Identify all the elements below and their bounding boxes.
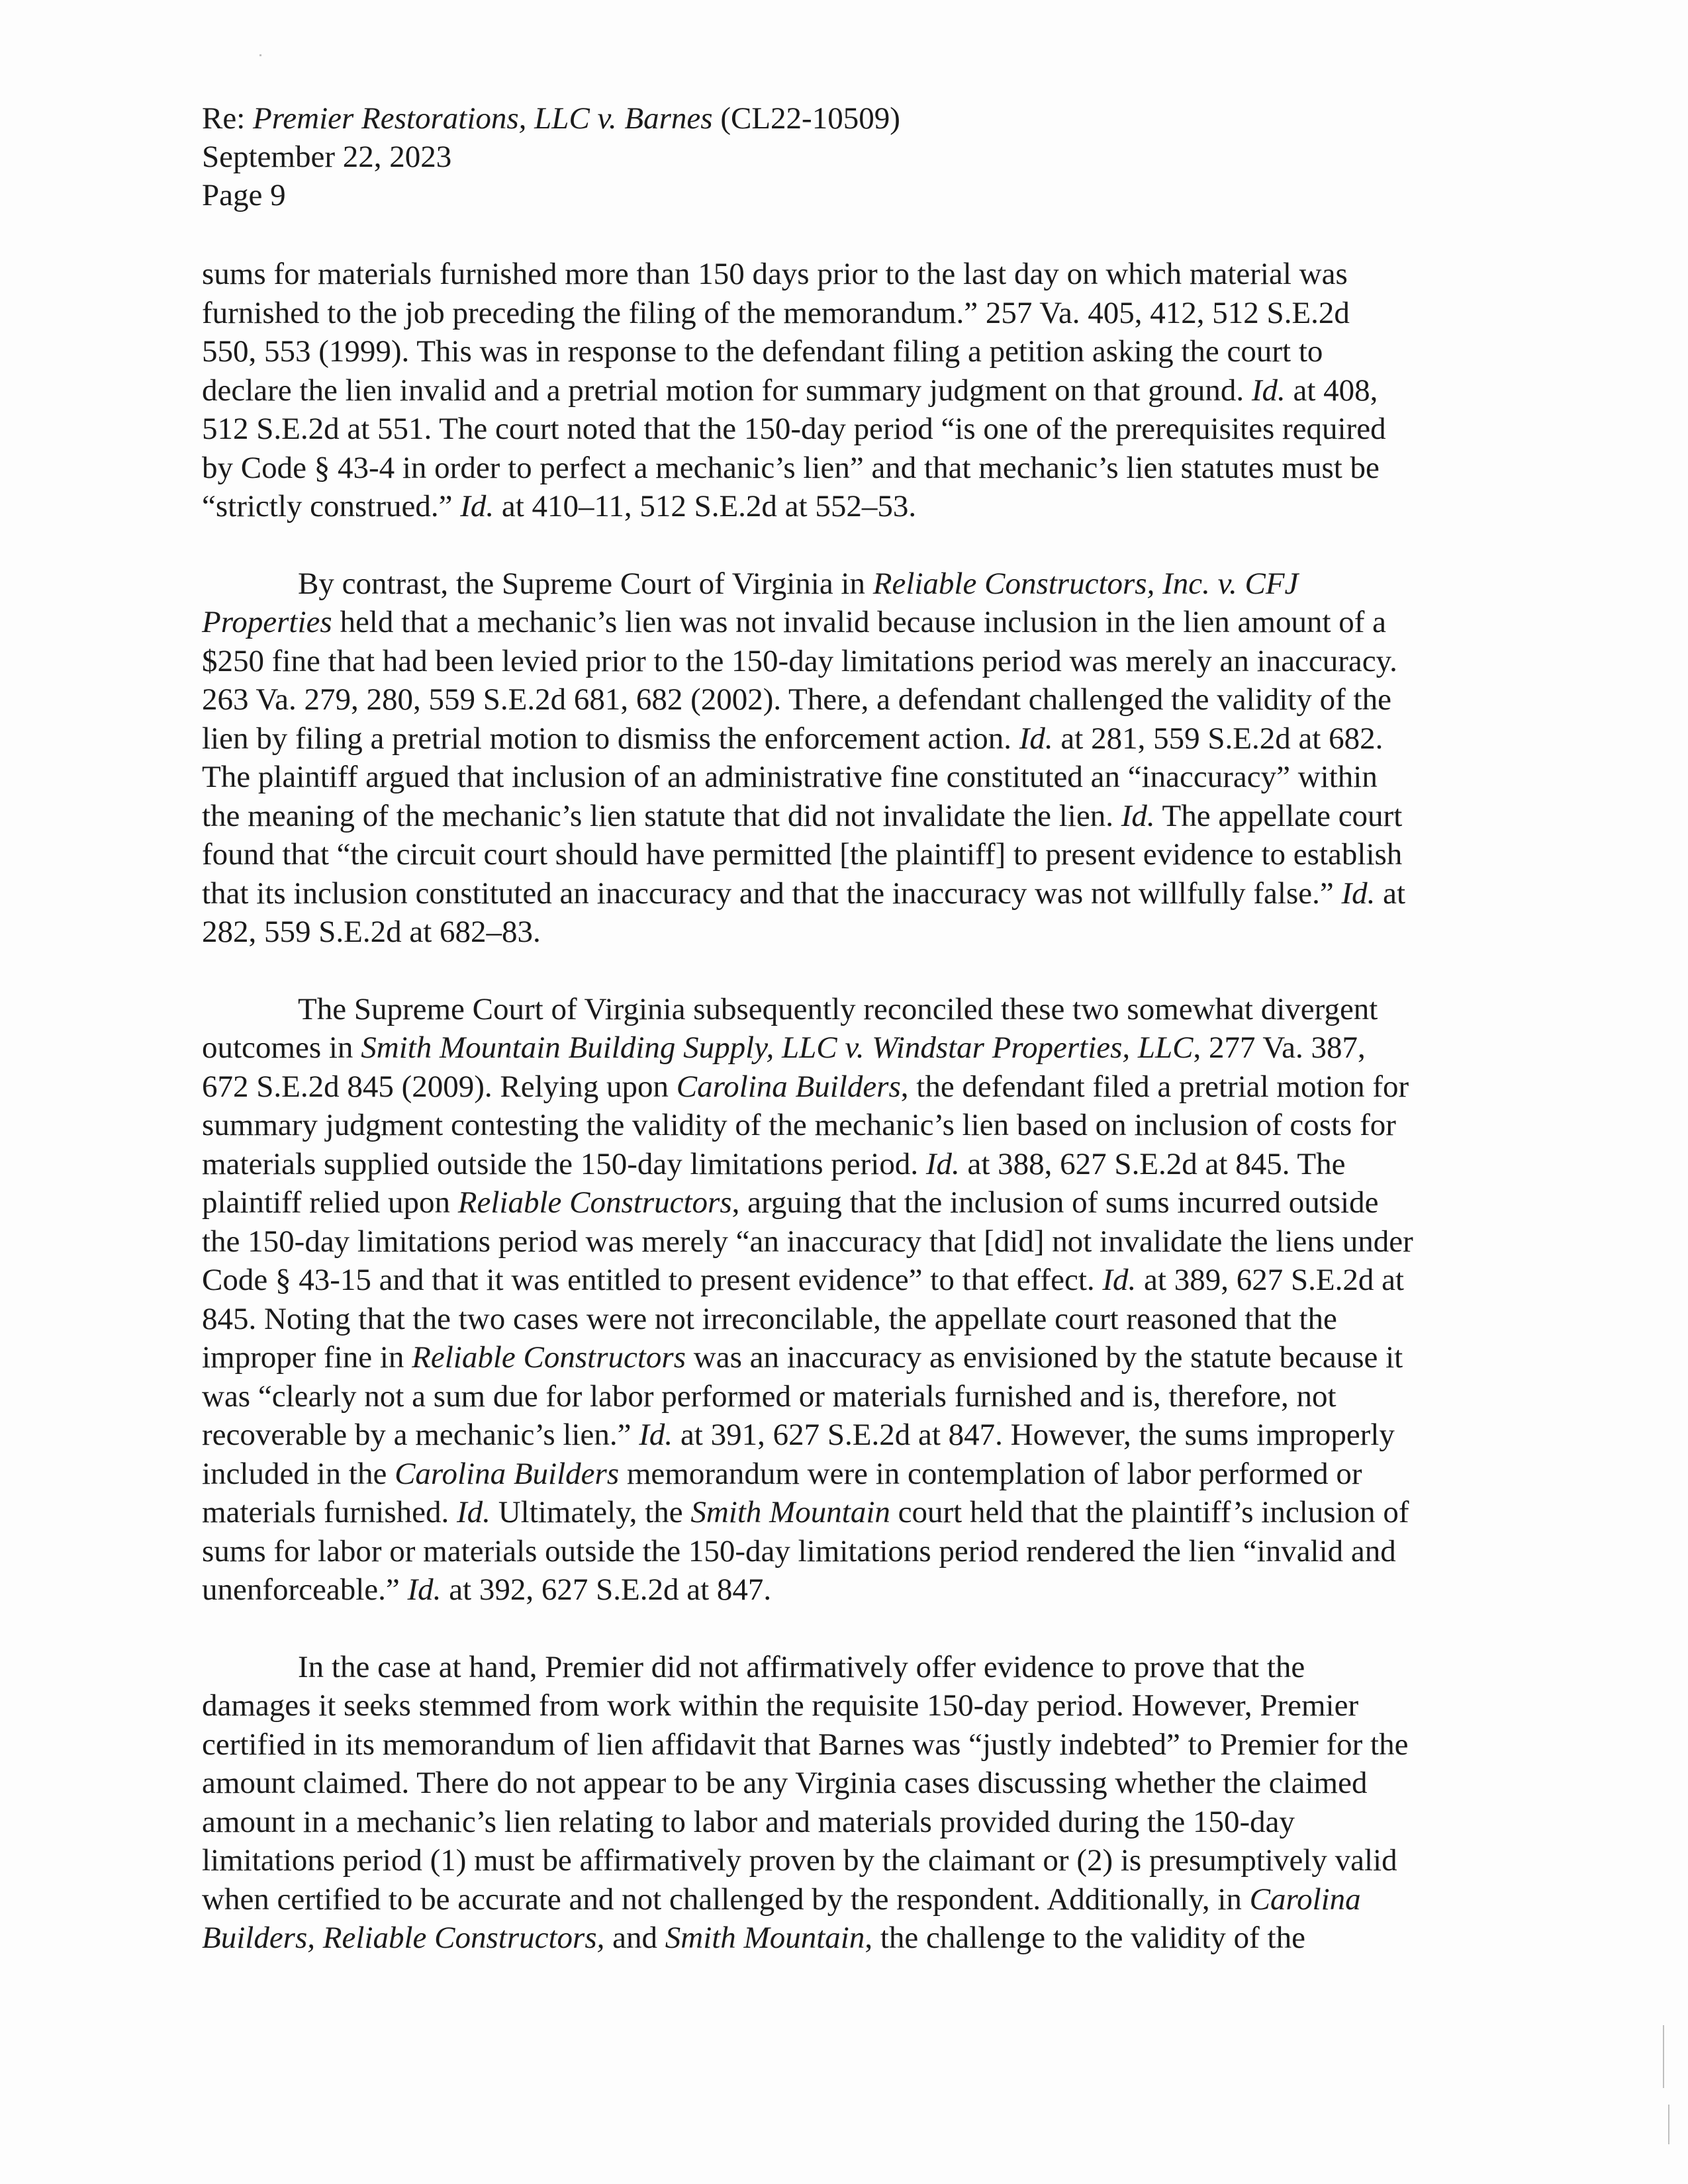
text-run: included in the bbox=[202, 1456, 395, 1491]
text-line bbox=[202, 1570, 1493, 1610]
text-run: The appellate court bbox=[1154, 798, 1403, 833]
text-run: 282, 559 S.E.2d at 682–83. bbox=[202, 915, 541, 949]
italic-text: Id. bbox=[1102, 1263, 1137, 1297]
text-line bbox=[202, 797, 1493, 836]
text-run: By contrast, the Supreme Court of Virginia in bbox=[298, 566, 873, 601]
text-line bbox=[202, 990, 1493, 1029]
italic-text: Id. bbox=[639, 1418, 673, 1452]
text-run: , arguing that the inclusion of sums incurred outside bbox=[731, 1185, 1379, 1220]
text-run: declare the lien invalid and a pretrial motion for summary judgment on that ground. bbox=[202, 373, 1252, 408]
text-line bbox=[202, 1338, 1493, 1377]
text-run: at 389, 627 S.E.2d at bbox=[1136, 1263, 1404, 1297]
text-run: at 410–11, 512 S.E.2d at 552–53. bbox=[494, 489, 917, 523]
text-run: materials furnished. bbox=[202, 1495, 457, 1529]
italic-text: Id. bbox=[460, 489, 494, 523]
text-run: outcomes in bbox=[202, 1030, 361, 1065]
italic-text: Smith Mountain Building Supply, LLC v. Windstar Properties, LLC bbox=[361, 1030, 1194, 1065]
document-body bbox=[202, 255, 1493, 1996]
text-line bbox=[202, 1300, 1493, 1339]
text-run: was an inaccuracy as envisioned by the statute because it bbox=[686, 1340, 1403, 1375]
text-run: , the defendant filed a pretrial motion for bbox=[900, 1069, 1409, 1104]
text-line bbox=[202, 565, 1493, 604]
text-line bbox=[202, 1725, 1493, 1764]
text-run: lien by filing a pretrial motion to dismiss the enforcement action. bbox=[202, 721, 1019, 756]
text-run: found that “the circuit court should have permitted [the plaintiff] to present evidence to establish bbox=[202, 837, 1403, 872]
text-run: 550, 553 (1999). This was in response to the defendant filing a petition asking the court to bbox=[202, 334, 1323, 369]
italic-text: Smith Mountain bbox=[690, 1495, 890, 1529]
text-line bbox=[202, 1803, 1493, 1842]
text-run: when certified to be accurate and not challenged by the respondent. Additionally, in bbox=[202, 1882, 1250, 1917]
text-run: , the challenge to the validity of the bbox=[865, 1921, 1305, 1955]
text-run: furnished to the job preceding the filing of the memorandum.” 257 Va. 405, 412, 512 S.E.2d bbox=[202, 295, 1350, 330]
text-run: , 277 Va. 387, bbox=[1193, 1030, 1366, 1065]
text-run: amount claimed. There do not appear to be any Virginia cases discussing whether the claimed bbox=[202, 1766, 1368, 1800]
italic-text: Id. bbox=[407, 1572, 442, 1607]
text-run: amount in a mechanic’s lien relating to labor and materials provided during the 150-day bbox=[202, 1804, 1295, 1839]
text-line bbox=[202, 410, 1493, 449]
text-run: recoverable by a mechanic’s lien.” bbox=[202, 1418, 639, 1452]
scan-mark bbox=[1668, 2105, 1669, 2144]
text-line bbox=[202, 1183, 1493, 1222]
text-line bbox=[202, 1416, 1493, 1455]
text-line bbox=[202, 1261, 1493, 1300]
header-date: September 22, 2023 bbox=[202, 140, 452, 174]
text-line bbox=[202, 1764, 1493, 1803]
text-run: Ultimately, the bbox=[490, 1495, 691, 1529]
text-run: at 392, 627 S.E.2d at 847. bbox=[441, 1572, 772, 1607]
paragraph bbox=[202, 1648, 1493, 1958]
text-run: unenforceable.” bbox=[202, 1572, 408, 1607]
text-run: improper fine in bbox=[202, 1340, 412, 1375]
text-run: that its inclusion constituted an inaccuracy and that the inaccuracy was not willfully false.” bbox=[202, 876, 1342, 911]
text-run: The Supreme Court of Virginia subsequently reconciled these two somewhat divergent bbox=[298, 991, 1378, 1026]
text-line bbox=[202, 1880, 1493, 1919]
text-run: 263 Va. 279, 280, 559 S.E.2d 681, 682 (2002). There, a defendant challenged the validity of the bbox=[202, 682, 1391, 717]
italic-text: Reliable Constructors bbox=[457, 1185, 732, 1220]
text-line bbox=[202, 1377, 1493, 1416]
text-run: 672 S.E.2d 845 (2009). Relying upon bbox=[202, 1069, 677, 1104]
text-run: at 281, 559 S.E.2d at 682. bbox=[1053, 721, 1383, 756]
italic-text: Builders, Reliable Constructors, bbox=[202, 1921, 605, 1955]
italic-text: Id. bbox=[1341, 876, 1376, 911]
text-line bbox=[202, 1455, 1493, 1494]
header-page-number: Page 9 bbox=[202, 178, 286, 212]
italic-text: Id. bbox=[1019, 721, 1053, 756]
italic-text: Carolina Builders bbox=[676, 1069, 901, 1104]
italic-text: Id. bbox=[925, 1146, 960, 1181]
text-run: summary judgment contesting the validity of the mechanic’s lien based on inclusion of costs for bbox=[202, 1108, 1396, 1142]
text-line bbox=[202, 487, 1493, 526]
text-line bbox=[202, 1532, 1493, 1571]
italic-text: Id. bbox=[1251, 373, 1286, 408]
text-line bbox=[202, 1686, 1493, 1725]
text-line bbox=[202, 1068, 1493, 1107]
text-line bbox=[202, 332, 1493, 371]
text-run: certified in its memorandum of lien affidavit that Barnes was “justly indebted” to Premier for the bbox=[202, 1727, 1409, 1762]
text-run: the 150-day limitations period was merely “an inaccuracy that [did] not invalidate the liens under bbox=[202, 1224, 1413, 1259]
text-line bbox=[202, 1028, 1493, 1068]
text-run: and bbox=[604, 1921, 665, 1955]
italic-text: Reliable Constructors bbox=[412, 1340, 686, 1375]
text-run: sums for labor or materials outside the 150-day limitations period rendered the lien “invalid and bbox=[202, 1533, 1396, 1569]
text-line bbox=[202, 1106, 1493, 1145]
text-line bbox=[202, 1841, 1493, 1880]
text-line bbox=[202, 758, 1493, 797]
text-run: 512 S.E.2d at 551. The court noted that the 150-day period “is one of the prerequisites required bbox=[202, 412, 1386, 446]
text-run: by Code § 43-4 in order to perfect a mechanic’s lien” and that mechanic’s lien statutes must be bbox=[202, 450, 1380, 485]
text-run: Code § 43-15 and that it was entitled to present evidence” to that effect. bbox=[202, 1263, 1103, 1297]
text-line bbox=[202, 1493, 1493, 1532]
text-line bbox=[202, 294, 1493, 333]
text-run: $250 fine that had been levied prior to the 150-day limitations period was merely an inaccuracy. bbox=[202, 643, 1397, 678]
text-run: plaintiff relied upon bbox=[202, 1185, 458, 1220]
text-run: memorandum were in contemplation of labor performed or bbox=[619, 1456, 1362, 1491]
text-line bbox=[202, 913, 1493, 952]
re-prefix: Re: bbox=[202, 101, 254, 136]
text-run: The plaintiff argued that inclusion of an administrative fine constituted an “inaccuracy” within bbox=[202, 760, 1378, 794]
text-line bbox=[202, 835, 1493, 874]
text-line bbox=[202, 255, 1493, 294]
text-run: damages it seeks stemmed from work within the requisite 150-day period. However, Premier bbox=[202, 1688, 1359, 1723]
text-line bbox=[202, 1919, 1493, 1958]
italic-text: Carolina Builders bbox=[395, 1456, 620, 1491]
text-run: at bbox=[1375, 876, 1406, 911]
italic-text: Id. bbox=[1121, 798, 1155, 833]
italic-text: Smith Mountain bbox=[665, 1921, 865, 1955]
header-re-line bbox=[202, 99, 1526, 138]
text-run: the meaning of the mechanic’s lien statute that did not invalidate the lien. bbox=[202, 798, 1121, 833]
paragraph bbox=[202, 990, 1493, 1610]
text-run: court held that the plaintiff’s inclusion of bbox=[890, 1495, 1409, 1529]
italic-text: Reliable Constructors, Inc. v. CFJ bbox=[872, 566, 1299, 601]
text-line bbox=[202, 371, 1493, 410]
text-run: materials supplied outside the 150-day limitations period. bbox=[202, 1146, 926, 1181]
text-run: sums for materials furnished more than 150 days prior to the last day on which material was bbox=[202, 257, 1348, 291]
text-run: limitations period (1) must be affirmatively proven by the claimant or (2) is presumptively valid bbox=[202, 1843, 1397, 1878]
italic-text: Carolina bbox=[1249, 1882, 1361, 1917]
text-line bbox=[202, 680, 1493, 719]
text-line bbox=[202, 874, 1493, 913]
scan-mark bbox=[1663, 2025, 1664, 2088]
case-name: Premier Restorations, LLC v. Barnes bbox=[253, 101, 713, 136]
italic-text: Properties bbox=[202, 605, 332, 639]
text-line bbox=[202, 642, 1493, 681]
text-line bbox=[202, 1648, 1493, 1687]
text-run: was “clearly not a sum due for labor performed or materials furnished and is, therefore, not bbox=[202, 1379, 1336, 1414]
text-run: at 408, bbox=[1285, 373, 1378, 408]
text-line bbox=[202, 603, 1493, 642]
text-line bbox=[202, 1145, 1493, 1184]
text-line bbox=[202, 719, 1493, 758]
text-run: 845. Noting that the two cases were not irreconcilable, the appellate court reasoned that the bbox=[202, 1301, 1337, 1336]
scan-mark bbox=[259, 54, 261, 56]
text-line bbox=[202, 449, 1493, 488]
letter-header bbox=[202, 99, 1526, 214]
text-run: “strictly construed.” bbox=[202, 489, 461, 523]
paragraph bbox=[202, 255, 1493, 526]
text-run: held that a mechanic’s lien was not invalid because inclusion in the lien amount of a bbox=[332, 605, 1387, 639]
text-run: at 388, 627 S.E.2d at 845. The bbox=[959, 1146, 1346, 1181]
text-run: at 391, 627 S.E.2d at 847. However, the sums improperly bbox=[673, 1418, 1395, 1452]
paragraph bbox=[202, 565, 1493, 952]
case-number: (CL22-10509) bbox=[712, 101, 900, 136]
italic-text: Id. bbox=[457, 1495, 491, 1529]
text-line bbox=[202, 1222, 1493, 1261]
text-run: In the case at hand, Premier did not affirmatively offer evidence to prove that the bbox=[298, 1649, 1305, 1684]
